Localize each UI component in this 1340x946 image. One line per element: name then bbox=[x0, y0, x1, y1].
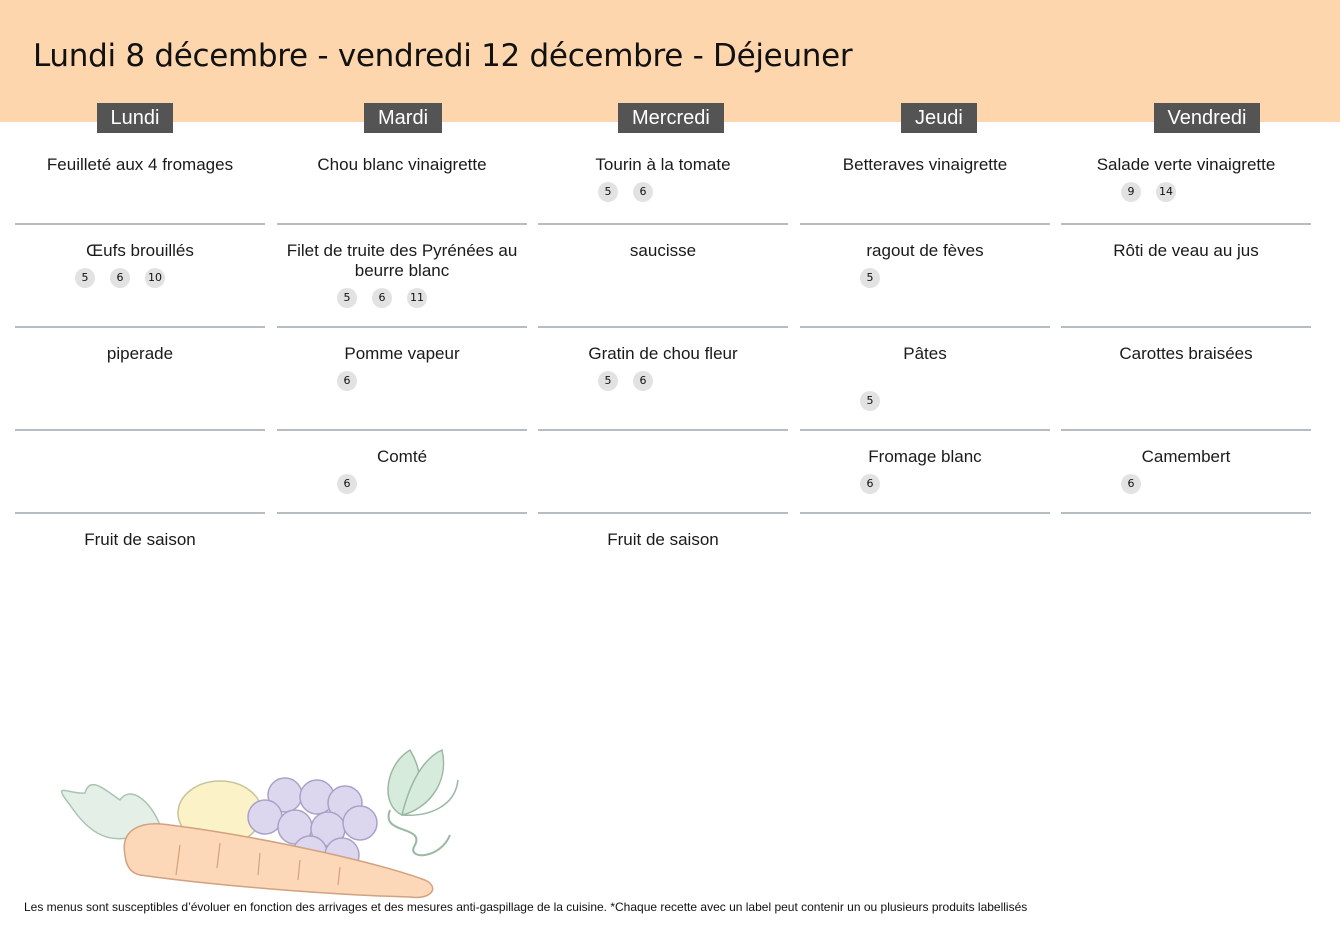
dish-name: Fruit de saison bbox=[84, 530, 196, 549]
dish-name: Œufs brouillés bbox=[86, 241, 194, 260]
dish-name: piperade bbox=[106, 344, 174, 363]
dish-name: Filet de truite des Pyrénées au beurre blanc bbox=[286, 241, 518, 280]
menu-cell bbox=[277, 514, 527, 574]
menu-cell bbox=[800, 225, 1050, 328]
allergen-badges bbox=[800, 474, 1050, 494]
menu-cell bbox=[538, 328, 788, 431]
dish-name: Comté bbox=[376, 447, 428, 466]
menu-cell bbox=[800, 514, 1050, 574]
day-header-wrap bbox=[538, 103, 788, 133]
dish-name: Pomme vapeur bbox=[344, 344, 460, 363]
dish-name: Betteraves vinaigrette bbox=[842, 155, 1008, 174]
dish-name: Rôti de veau au jus bbox=[1113, 241, 1259, 260]
menu-cell bbox=[15, 133, 265, 225]
menu-cell bbox=[277, 431, 527, 514]
menu-cell bbox=[15, 225, 265, 328]
page-title: Lundi 8 décembre - vendredi 12 décembre - Déjeuner bbox=[33, 38, 853, 74]
allergen-badge: 9 bbox=[1121, 182, 1141, 202]
allergen-badge: 6 bbox=[860, 474, 880, 494]
allergen-badge: 5 bbox=[860, 268, 880, 288]
dish-name: Chou blanc vinaigrette bbox=[317, 155, 487, 174]
allergen-badge: 6 bbox=[337, 474, 357, 494]
menu-cell bbox=[277, 133, 527, 225]
allergen-badge: 5 bbox=[598, 182, 618, 202]
allergen-badge: 6 bbox=[1121, 474, 1141, 494]
menu-cell bbox=[15, 328, 265, 431]
menu-cell bbox=[15, 514, 265, 574]
allergen-badges bbox=[277, 288, 527, 308]
day-header-wrap bbox=[15, 103, 265, 133]
day-header: Jeudi bbox=[901, 103, 977, 133]
menu-cell bbox=[800, 328, 1050, 431]
allergen-badges bbox=[277, 474, 527, 494]
dish-name: saucisse bbox=[629, 241, 697, 260]
day-header-wrap bbox=[1061, 103, 1311, 133]
dish-name: ragout de fèves bbox=[866, 241, 984, 260]
menu-cell bbox=[800, 431, 1050, 514]
allergen-badge: 5 bbox=[75, 268, 95, 288]
dish-name: Salade verte vinaigrette bbox=[1096, 155, 1276, 174]
allergen-badge: 6 bbox=[337, 371, 357, 391]
allergen-badge: 6 bbox=[633, 182, 653, 202]
allergen-badges bbox=[277, 371, 527, 391]
allergen-badge: 6 bbox=[110, 268, 130, 288]
menu-cell bbox=[1061, 225, 1311, 328]
menu-cell bbox=[277, 225, 527, 328]
dish-name: Feuilleté aux 4 fromages bbox=[46, 155, 234, 174]
day-column-vendredi bbox=[1061, 103, 1311, 574]
dish-name: Gratin de chou fleur bbox=[588, 344, 738, 363]
menu-cell bbox=[800, 133, 1050, 225]
day-header: Lundi bbox=[97, 103, 174, 133]
allergen-badges bbox=[538, 182, 788, 202]
allergen-badge: 6 bbox=[372, 288, 392, 308]
allergen-badge: 5 bbox=[337, 288, 357, 308]
dish-name: Fromage blanc bbox=[868, 447, 982, 466]
day-header-wrap bbox=[800, 103, 1050, 133]
day-column-jeudi bbox=[800, 103, 1050, 574]
footer-note: Les menus sont susceptibles d’évoluer en fonction des arrivages et des mesures anti-gaspillage de la cuisine. *Chaque recette avec un label peut contenir un ou plusieurs produits labellisés bbox=[24, 900, 1028, 914]
allergen-badge: 11 bbox=[407, 288, 427, 308]
menu-cell bbox=[1061, 514, 1311, 574]
day-column-lundi bbox=[15, 103, 265, 574]
allergen-badge: 14 bbox=[1156, 182, 1176, 202]
allergen-badge: 10 bbox=[145, 268, 165, 288]
menu-cell bbox=[15, 431, 265, 514]
day-header: Mardi bbox=[364, 103, 442, 133]
allergen-badges bbox=[800, 391, 1050, 411]
menu-cell bbox=[1061, 328, 1311, 431]
menu-cell bbox=[538, 431, 788, 514]
day-header: Mercredi bbox=[618, 103, 724, 133]
allergen-badge: 5 bbox=[598, 371, 618, 391]
allergen-badges bbox=[1061, 182, 1311, 202]
allergen-badges bbox=[15, 268, 265, 288]
menu-cell bbox=[1061, 133, 1311, 225]
menu-cell bbox=[1061, 431, 1311, 514]
dish-name: Pâtes bbox=[903, 344, 947, 363]
allergen-badges bbox=[1061, 474, 1311, 494]
dish-name: Tourin à la tomate bbox=[595, 155, 731, 174]
dish-name: Camembert bbox=[1141, 447, 1231, 466]
dish-name: Fruit de saison bbox=[607, 530, 719, 549]
day-column-mercredi bbox=[538, 103, 788, 574]
day-header-wrap bbox=[277, 103, 527, 133]
vegetables-illustration-icon bbox=[30, 735, 470, 905]
allergen-badges bbox=[538, 371, 788, 391]
menu-cell bbox=[538, 133, 788, 225]
allergen-badge: 5 bbox=[860, 391, 880, 411]
menu-cell bbox=[538, 514, 788, 574]
dish-name: Carottes braisées bbox=[1119, 344, 1253, 363]
menu-cell bbox=[538, 225, 788, 328]
day-header: Vendredi bbox=[1154, 103, 1261, 133]
allergen-badge: 6 bbox=[633, 371, 653, 391]
day-column-mardi bbox=[277, 103, 527, 574]
menu-cell bbox=[277, 328, 527, 431]
allergen-badges bbox=[800, 268, 1050, 288]
